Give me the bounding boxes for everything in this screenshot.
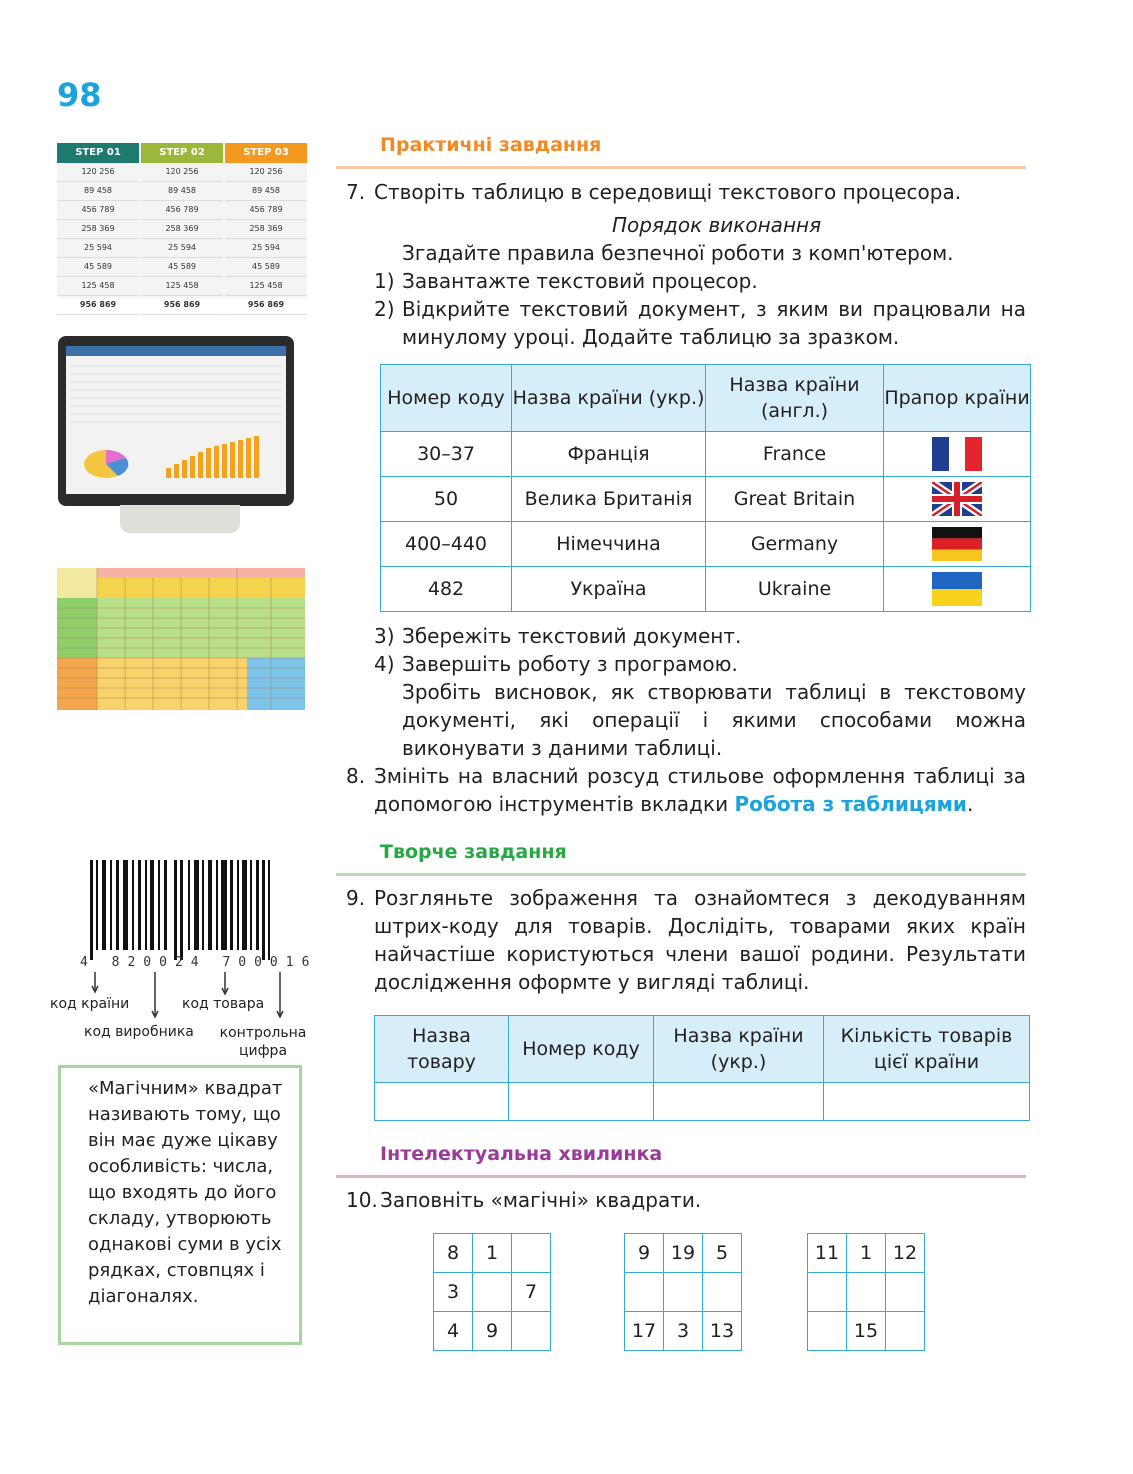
step-col-3: [225, 143, 307, 309]
cell-code: 482: [381, 567, 512, 612]
square-cell[interactable]: [703, 1273, 742, 1312]
table-row: [381, 567, 1031, 612]
empty-cell[interactable]: [509, 1083, 654, 1121]
table-row: [381, 432, 1031, 477]
task9-number: 9.: [346, 886, 366, 910]
cell-code: 400–440: [381, 522, 512, 567]
step4-number: 4): [374, 652, 395, 676]
pressure-units-table-image: [57, 568, 305, 710]
practical-divider: [336, 166, 1026, 169]
step-cell: 956 869: [57, 296, 139, 315]
square-cell[interactable]: 7: [512, 1273, 551, 1312]
task7-text: Створіть таблицю в середовищі текстового процесора.: [374, 180, 962, 204]
germany-flag-icon: [932, 527, 982, 561]
countries-table: [380, 364, 1031, 612]
cell-country-eng: Germany: [706, 522, 884, 567]
table-row: [381, 522, 1031, 567]
goods-table: [374, 1015, 1030, 1121]
practical-heading: Практичні завдання: [380, 134, 602, 156]
magic-square-2: [624, 1233, 742, 1351]
step-cell: 120 256: [225, 163, 307, 182]
task8-end: .: [966, 792, 974, 816]
task10-text: Заповніть «магічні» квадрати.: [380, 1188, 702, 1212]
step-label: STEP 02: [141, 143, 223, 163]
square-cell[interactable]: [808, 1312, 847, 1351]
step-cell: 45 589: [141, 258, 223, 277]
step-cell: 25 594: [57, 239, 139, 258]
cell-country-ukr: Франція: [512, 432, 706, 477]
task9-text: Розгляньте зображення та ознайомтеся з декодуванням штрих-коду для товарів. Дослідіть, товарами яких країн найчастіше користуються члени вашої родини. Результати дослідження оформте у вигляді таблиці.: [374, 886, 1026, 994]
square-cell[interactable]: 3: [664, 1312, 703, 1351]
cell-code: 30–37: [381, 432, 512, 477]
step-cell: 125 458: [141, 277, 223, 296]
square-cell[interactable]: 15: [847, 1312, 886, 1351]
square-cell[interactable]: 11: [808, 1234, 847, 1273]
creative-divider: [336, 873, 1026, 876]
cell-code: 50: [381, 477, 512, 522]
square-cell[interactable]: [512, 1234, 551, 1273]
step-label: STEP 01: [57, 143, 139, 163]
step-cell: 25 594: [225, 239, 307, 258]
step-col-1: [57, 143, 139, 309]
square-cell[interactable]: 9: [625, 1234, 664, 1273]
header-country-ukr: Назва країни (укр.): [512, 365, 706, 432]
header-flag: Прапор країни: [884, 365, 1031, 432]
step-label: STEP 03: [225, 143, 307, 163]
square-cell[interactable]: 1: [473, 1234, 512, 1273]
cell-flag: [884, 567, 1031, 612]
header-country-eng: Назва країни (англ.): [706, 365, 884, 432]
label-check-digit: контрольна цифра: [219, 1025, 307, 1059]
square-cell[interactable]: [847, 1273, 886, 1312]
step-cell: 956 869: [225, 296, 307, 315]
intellect-divider: [336, 1175, 1026, 1178]
step-cell: 456 789: [141, 201, 223, 220]
cell-country-eng: France: [706, 432, 884, 477]
step1-number: 1): [374, 269, 395, 293]
header-code-number: Номер коду: [509, 1016, 654, 1083]
step-cell: 45 589: [57, 258, 139, 277]
barcode-icon: [90, 860, 290, 960]
cell-country-eng: Ukraine: [706, 567, 884, 612]
step-cell: 120 256: [141, 163, 223, 182]
step-cell: 258 369: [141, 220, 223, 239]
cell-flag: [884, 477, 1031, 522]
magic-square-3: [807, 1233, 925, 1351]
square-cell[interactable]: [473, 1273, 512, 1312]
task8-text: [374, 762, 1026, 818]
step-cell: 25 594: [141, 239, 223, 258]
step-cell: 120 256: [57, 163, 139, 182]
header-goods-count: Кількість товарів цієї країни: [824, 1016, 1030, 1083]
cell-country-ukr: Німеччина: [512, 522, 706, 567]
intellect-heading: Інтелектуальна хвилинка: [380, 1143, 663, 1165]
step-cell: 125 458: [57, 277, 139, 296]
step-cell: 45 589: [225, 258, 307, 277]
step-cell: 956 869: [141, 296, 223, 315]
monitor-stand: [120, 505, 240, 533]
step-cell: 89 458: [57, 182, 139, 201]
safety-text: Згадайте правила безпечної роботи з комп'ютером.: [402, 241, 954, 265]
magic-note-text: «Магічним» квадрат називають тому, що він має дуже цікаву особливість: числа, що входять до його складу, утворюють однакові суми в усіх рядках, стовпцях і діагоналях.: [88, 1078, 283, 1307]
cell-flag: [884, 432, 1031, 477]
square-cell[interactable]: 8: [434, 1234, 473, 1273]
step3-text: Збережіть текстовий документ.: [402, 624, 742, 648]
step2-text: Відкрийте текстовий документ, з яким ви працювали на минулому уроці. Додайте таблицю за зразком.: [402, 297, 1026, 349]
square-cell[interactable]: 12: [886, 1234, 925, 1273]
monitor-spreadsheet-image: [58, 336, 294, 506]
step-cell: 456 789: [225, 201, 307, 220]
conclusion-text: Зробіть висновок, як створювати таблиці в текстовому документі, які операції і якими способами можна виконувати з даними таблиці.: [402, 680, 1026, 760]
step4-text: Завершіть роботу з програмою.: [402, 652, 738, 676]
step2-number: 2): [374, 297, 395, 321]
label-product-code: код товара: [182, 996, 265, 1012]
barcode-digits: 4 820024 700016: [80, 955, 318, 970]
task10-number: 10.: [346, 1188, 378, 1212]
square-cell[interactable]: 17: [625, 1312, 664, 1351]
square-cell[interactable]: 19: [664, 1234, 703, 1273]
square-cell[interactable]: [886, 1273, 925, 1312]
uk-flag-icon: [932, 482, 982, 516]
header-product-name: Назва товару: [375, 1016, 509, 1083]
square-cell[interactable]: 13: [703, 1312, 742, 1351]
step-cell: 89 458: [225, 182, 307, 201]
table-row: [381, 477, 1031, 522]
step-cell: 89 458: [141, 182, 223, 201]
step-cell: 258 369: [57, 220, 139, 239]
square-cell[interactable]: [625, 1273, 664, 1312]
header-code: Номер коду: [381, 365, 512, 432]
empty-cell[interactable]: [375, 1083, 509, 1121]
barcode-image: [90, 860, 290, 960]
label-country-code: код країни: [50, 996, 130, 1012]
empty-cell[interactable]: [824, 1083, 1030, 1121]
creative-heading: Творче завдання: [380, 841, 567, 863]
magic-square-1: [433, 1233, 551, 1351]
header-country-name: Назва країни (укр.): [654, 1016, 824, 1083]
monitor-screen: [66, 346, 286, 494]
empty-cell[interactable]: [654, 1083, 824, 1121]
square-cell[interactable]: 4: [434, 1312, 473, 1351]
task8-number: 8.: [346, 764, 366, 788]
france-flag-icon: [932, 437, 982, 471]
task7-number: 7.: [346, 180, 366, 204]
step-col-2: [141, 143, 223, 309]
order-title: Порядок виконання: [612, 213, 822, 237]
square-cell[interactable]: [886, 1312, 925, 1351]
square-cell[interactable]: 3: [434, 1273, 473, 1312]
step-cell: 125 458: [225, 277, 307, 296]
units-table-icon: [57, 568, 305, 710]
square-cell[interactable]: 1: [847, 1234, 886, 1273]
square-cell[interactable]: [808, 1273, 847, 1312]
table-row: [375, 1083, 1030, 1121]
cell-flag: [884, 522, 1031, 567]
tables-tab-link: Робота з таблицями: [734, 792, 967, 816]
step-cell: 258 369: [225, 220, 307, 239]
square-cell[interactable]: 5: [703, 1234, 742, 1273]
step1-text: Завантажте текстовий процесор.: [402, 269, 758, 293]
step-cell: 456 789: [57, 201, 139, 220]
ukraine-flag-icon: [932, 572, 982, 606]
cell-country-ukr: Велика Британія: [512, 477, 706, 522]
cell-country-eng: Great Britain: [706, 477, 884, 522]
steps-table-image: [57, 143, 307, 309]
task8-body: Змініть на власний розсуд стильове оформлення таблиці за допомогою інструментів вкладки: [374, 764, 1026, 816]
cell-country-ukr: Україна: [512, 567, 706, 612]
label-manufacturer-code: код виробника: [84, 1024, 194, 1040]
square-cell[interactable]: 9: [473, 1312, 512, 1351]
page-number: 98: [57, 76, 102, 114]
spreadsheet-chart-icon: [66, 346, 286, 494]
step3-number: 3): [374, 624, 395, 648]
square-cell[interactable]: [664, 1273, 703, 1312]
square-cell[interactable]: [512, 1312, 551, 1351]
